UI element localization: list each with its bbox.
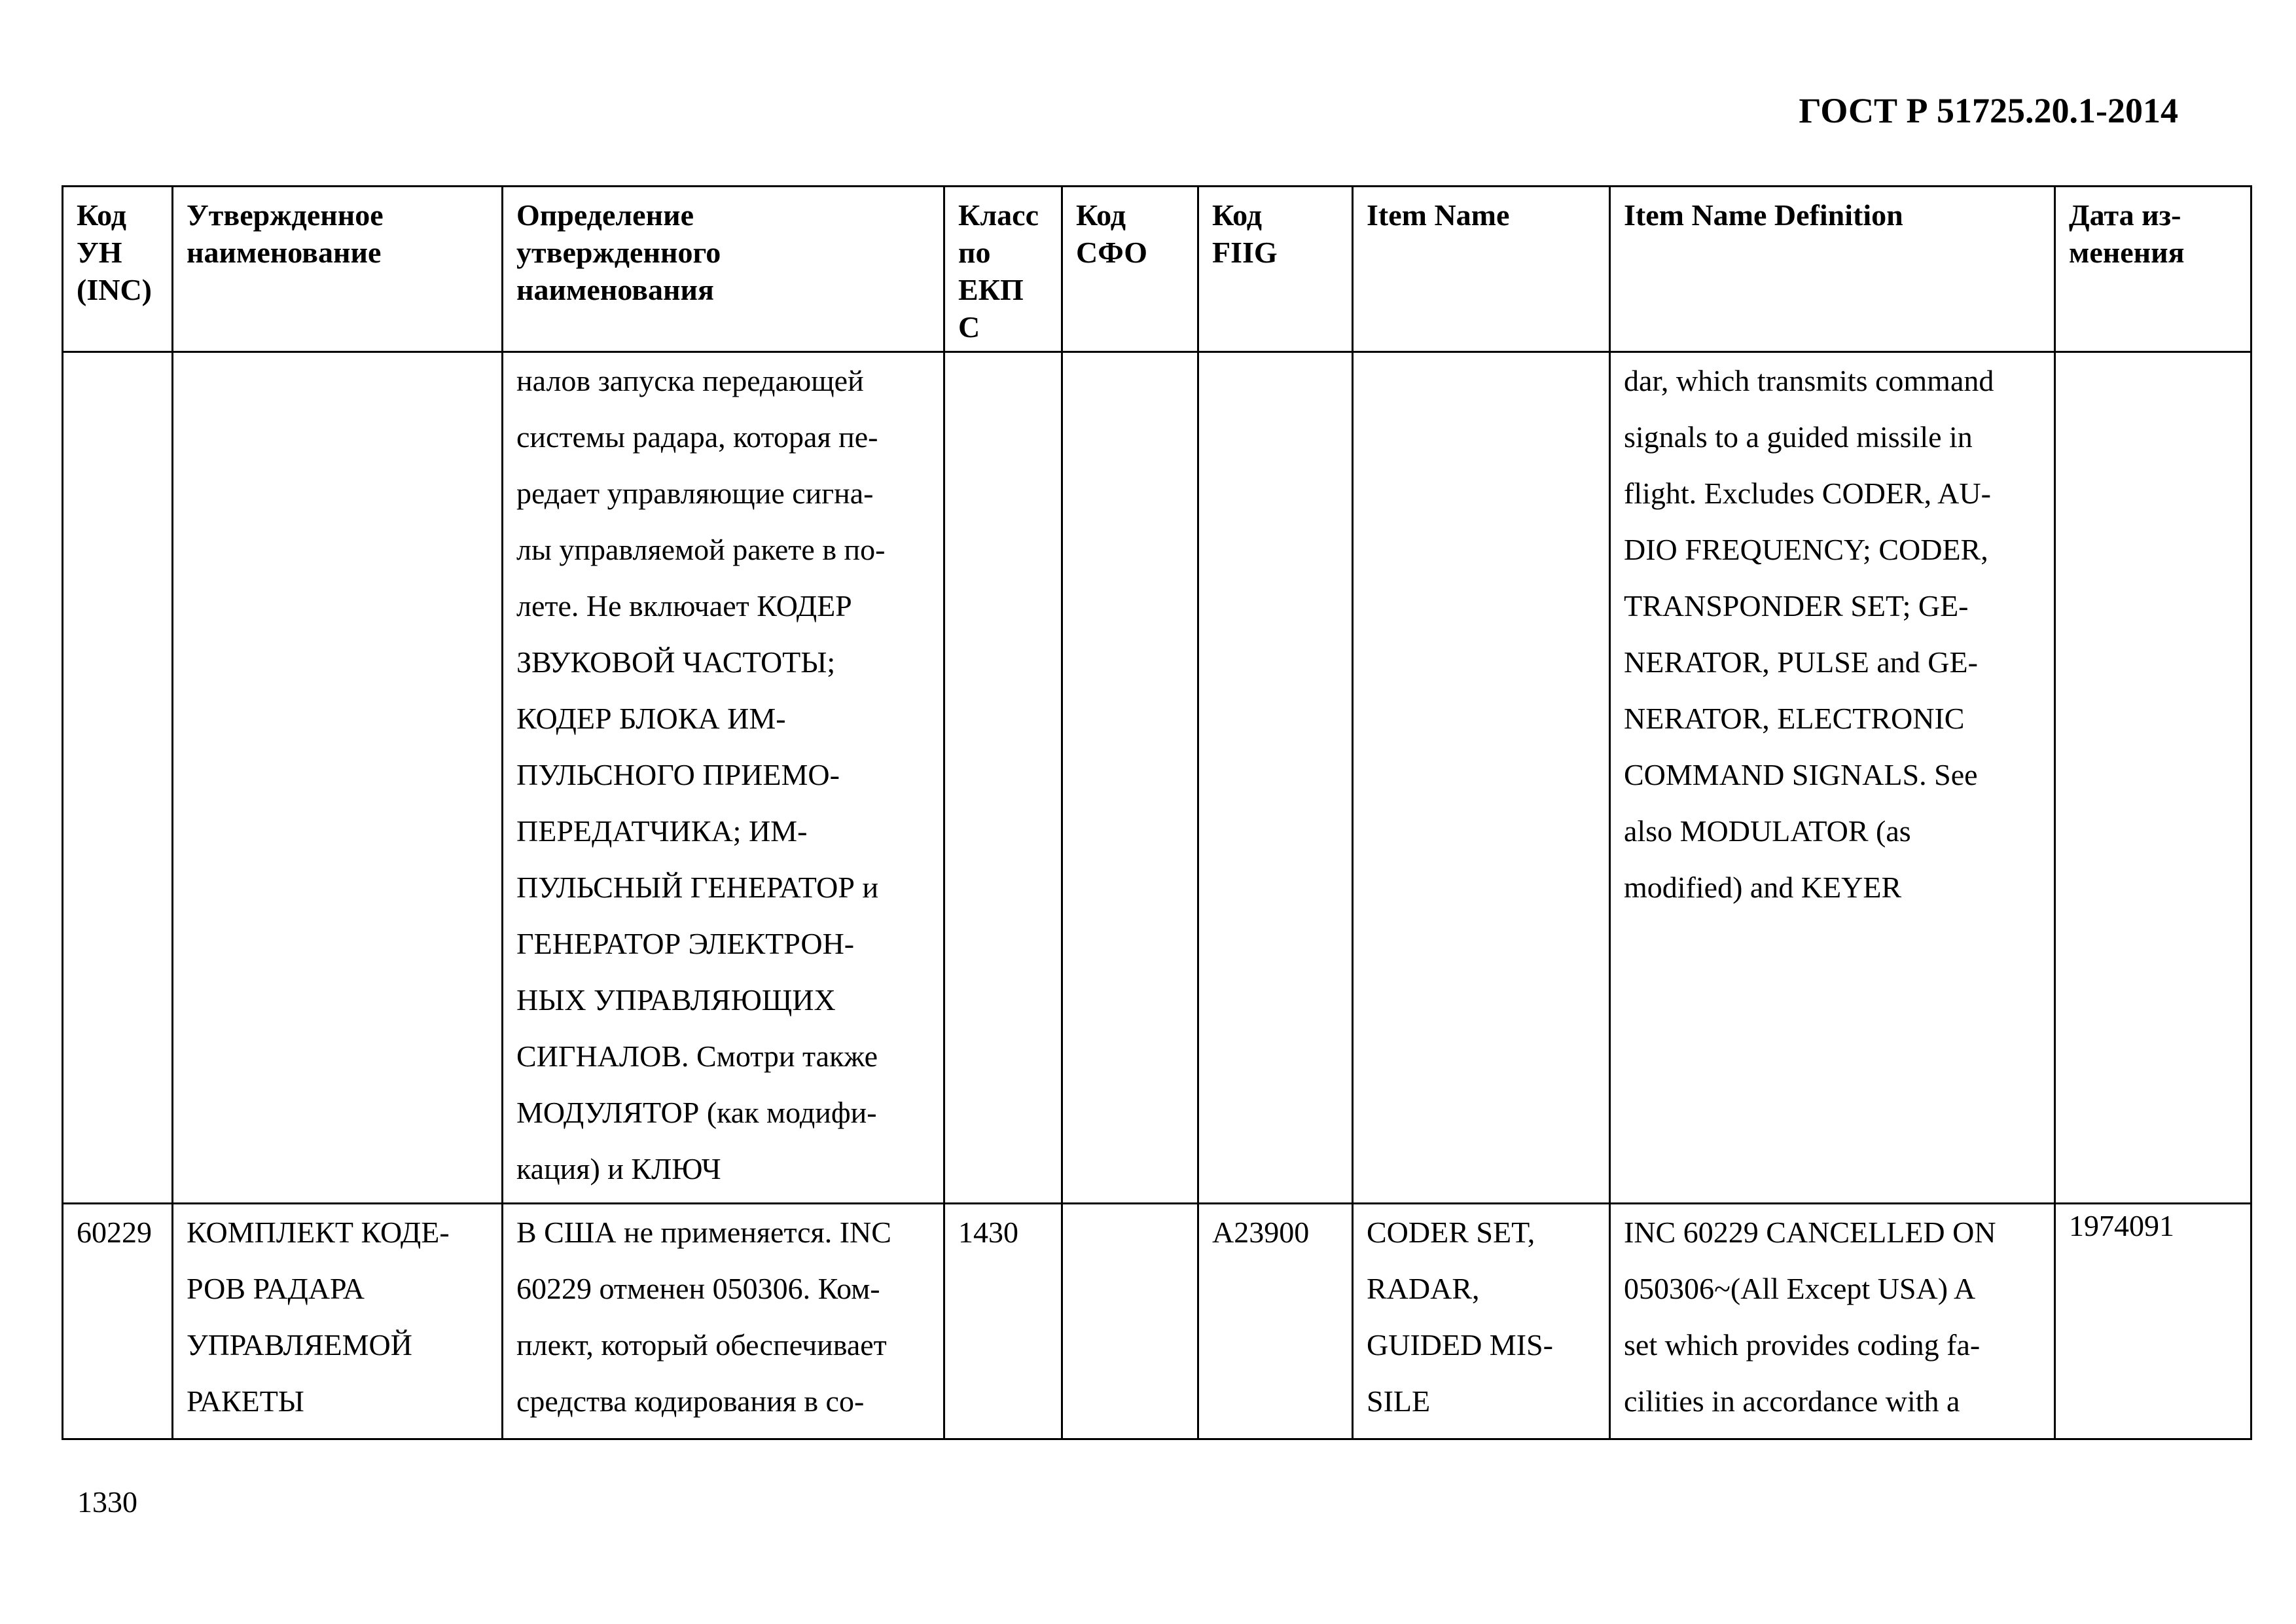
cell-item-name-definition: INC 60229 CANCELLED ON 050306~(All Except USA) A set which provides coding fa- cilities in accordance with a — [1610, 1204, 2055, 1439]
cell-inc — [63, 352, 173, 1204]
table-row — [63, 1204, 2251, 1439]
cell-name-definition: В США не применяется. INC 60229 отменен 050306. Ком- плект, который обеспечивает средства кодирования в со- — [503, 1204, 944, 1439]
cell-change-date — [2055, 352, 2251, 1204]
cell-item-name-definition: dar, which transmits command signals to a guided missile in flight. Excludes CODER, AU- DIO FREQUENCY; CODER, TRANSPONDER SET; GE- NERATOR, PULSE and GE- NERATOR, ELECTRONIC COMMAND SIGNALS. See also MODULATOR (as modified) and KEYER — [1610, 352, 2055, 1204]
page-number: 1330 — [77, 1485, 137, 1519]
column-header-name-definition: Определение утвержденного наименования — [503, 187, 944, 352]
cell-approved-name — [173, 352, 503, 1204]
column-header-item-name: Item Name — [1353, 187, 1610, 352]
cell-approved-name: КОМПЛЕКТ КОДЕ- РОВ РАДАРА УПРАВЛЯЕМОЙ РАКЕТЫ — [173, 1204, 503, 1439]
cell-sfo-code — [1062, 352, 1198, 1204]
cell-class: 1430 — [944, 1204, 1062, 1439]
cell-change-date: 1974091 — [2055, 1204, 2251, 1439]
column-header-fiig-code: Код FIIG — [1198, 187, 1353, 352]
column-header-sfo-code: Код СФО — [1062, 187, 1198, 352]
column-header-change-date: Дата из- менения — [2055, 187, 2251, 352]
column-header-item-name-definition: Item Name Definition — [1610, 187, 2055, 352]
cell-sfo-code — [1062, 1204, 1198, 1439]
column-header-approved-name: Утвержденное наименование — [173, 187, 503, 352]
cell-class — [944, 352, 1062, 1204]
column-header-inc: Код УН (INC) — [63, 187, 173, 352]
item-name-table — [62, 185, 2252, 1440]
cell-fiig-code — [1198, 352, 1353, 1204]
cell-fiig-code: A23900 — [1198, 1204, 1353, 1439]
column-header-class: Класс по ЕКП С — [944, 187, 1062, 352]
table-header-row — [63, 187, 2251, 352]
document-code: ГОСТ Р 51725.20.1-2014 — [1799, 91, 2178, 130]
cell-inc: 60229 — [63, 1204, 173, 1439]
cell-name-definition: налов запуска передающей системы радара, которая пе- редает управляющие сигна- лы управляемой ракете в по- лете. Не включает КОДЕР ЗВУКОВОЙ ЧАСТОТЫ; КОДЕР БЛОКА ИМ- ПУЛЬСНОГО ПРИЕМО- ПЕРЕДАТЧИКА; ИМ- ПУЛЬСНЫЙ ГЕНЕРАТОР и ГЕНЕРАТОР ЭЛЕКТРОН- НЫХ УПРАВЛЯЮЩИХ СИГНАЛОВ. Смотри также МОДУЛЯТОР (как модифи- кация) и КЛЮЧ — [503, 352, 944, 1204]
cell-item-name — [1353, 352, 1610, 1204]
table-row — [63, 352, 2251, 1204]
cell-item-name: CODER SET, RADAR, GUIDED MIS- SILE — [1353, 1204, 1610, 1439]
